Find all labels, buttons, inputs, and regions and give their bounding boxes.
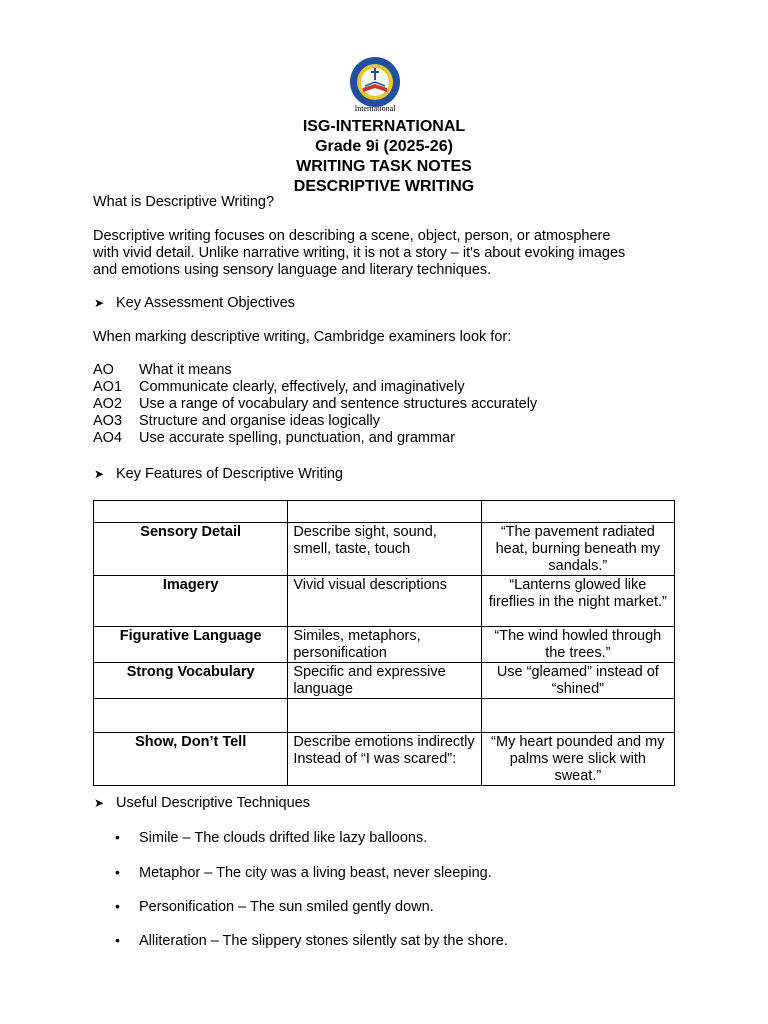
description-cell: Describe emotions indirectly Instead of “I was scared”:: [288, 733, 481, 786]
example-cell: Use “gleamed” instead of “shined”: [481, 663, 674, 699]
description-cell: Similes, metaphors, personification: [288, 627, 481, 663]
objectives-heading-text: Key Assessment Objectives: [116, 295, 295, 311]
objective-text: Use a range of vocabulary and sentence structures accurately: [139, 396, 538, 412]
objectives-heading: [94, 295, 295, 312]
bullet-icon: •: [115, 932, 120, 948]
intro-line: and emotions using sensory language and literary techniques.: [93, 262, 492, 278]
list-item: [115, 864, 492, 882]
description-cell: [288, 699, 481, 733]
technique-text: Personification – The sun smiled gently down.: [139, 899, 434, 915]
feature-cell: Show, Don’t Tell: [94, 733, 288, 786]
objective-text: Structure and organise ideas logically: [139, 413, 380, 429]
intro-line: Descriptive writing focuses on describing a scene, object, person, or atmosphere: [93, 228, 611, 244]
features-heading: [94, 466, 343, 483]
example-cell: “My heart pounded and my palms were slick with sweat.”: [481, 733, 674, 786]
table-row: [94, 523, 675, 576]
description-cell: Specific and expressive language: [288, 663, 481, 699]
arrow-bullet-icon: ➤: [94, 296, 105, 310]
table-row: [94, 733, 675, 786]
objective-code: AO1: [93, 379, 123, 395]
description-cell: Describe sight, sound, smell, taste, touch: [288, 523, 481, 576]
arrow-bullet-icon: ➤: [94, 796, 105, 810]
topic-title: DESCRIPTIVE WRITING: [293, 178, 475, 195]
technique-text: Alliteration – The slippery stones silently sat by the shore.: [139, 933, 508, 949]
objectives-lead: When marking descriptive writing, Cambridge examiners look for:: [93, 329, 512, 345]
bullet-icon: •: [115, 898, 120, 914]
document-header: [0, 117, 768, 197]
objective-text: Use accurate spelling, punctuation, and grammar: [139, 430, 455, 446]
bullet-icon: •: [115, 829, 120, 845]
objective-row: [93, 379, 537, 396]
table-row: [94, 663, 675, 699]
list-item: [115, 932, 508, 950]
description-cell: Vivid visual descriptions: [288, 576, 481, 627]
technique-text: Metaphor – The city was a living beast, never sleeping.: [139, 865, 492, 881]
techniques-heading: [94, 795, 310, 812]
intro-paragraph: [93, 228, 683, 279]
notes-title: WRITING TASK NOTES: [296, 158, 472, 175]
objectives-list: [93, 362, 537, 447]
objective-row: [93, 362, 537, 379]
table-row: [94, 501, 675, 523]
objective-code: AO: [93, 362, 114, 378]
objective-row: [93, 430, 537, 447]
list-item: [115, 829, 427, 847]
feature-cell: [94, 501, 288, 523]
feature-cell: Imagery: [94, 576, 288, 627]
objective-text: What it means: [139, 362, 232, 378]
table-row: [94, 627, 675, 663]
feature-cell: Strong Vocabulary: [94, 663, 288, 699]
arrow-bullet-icon: ➤: [94, 467, 105, 481]
objective-code: AO3: [93, 413, 123, 429]
logo-caption: International: [354, 104, 396, 113]
techniques-heading-text: Useful Descriptive Techniques: [116, 795, 310, 811]
example-cell: [481, 699, 674, 733]
table-row: [94, 699, 675, 733]
features-heading-text: Key Features of Descriptive Writing: [116, 466, 343, 482]
technique-text: Simile – The clouds drifted like lazy balloons.: [139, 830, 428, 846]
example-cell: “The wind howled through the trees.”: [481, 627, 674, 663]
feature-cell: Sensory Detail: [94, 523, 288, 576]
grade-label: Grade 9i (2025-26): [315, 138, 453, 155]
table-row: [94, 576, 675, 627]
intro-line: with vivid detail. Unlike narrative writing, it is not a story – it's about evoking images: [93, 245, 626, 261]
objective-code: AO4: [93, 430, 123, 446]
example-cell: [481, 501, 674, 523]
objective-row: [93, 413, 537, 430]
intro-question: What is Descriptive Writing?: [93, 194, 275, 210]
objective-code: AO2: [93, 396, 123, 412]
feature-cell: [94, 699, 288, 733]
example-cell: “The pavement radiated heat, burning beneath my sandals.”: [481, 523, 674, 576]
description-cell: [288, 501, 481, 523]
feature-cell: Figurative Language: [94, 627, 288, 663]
objective-row: [93, 396, 537, 413]
example-cell: “Lanterns glowed like fireflies in the night market.”: [481, 576, 674, 627]
school-name: ISG-INTERNATIONAL: [302, 118, 466, 135]
list-item: [115, 898, 434, 916]
bullet-icon: •: [115, 864, 120, 880]
objective-text: Communicate clearly, effectively, and imaginatively: [139, 379, 465, 395]
features-table: [93, 500, 675, 786]
